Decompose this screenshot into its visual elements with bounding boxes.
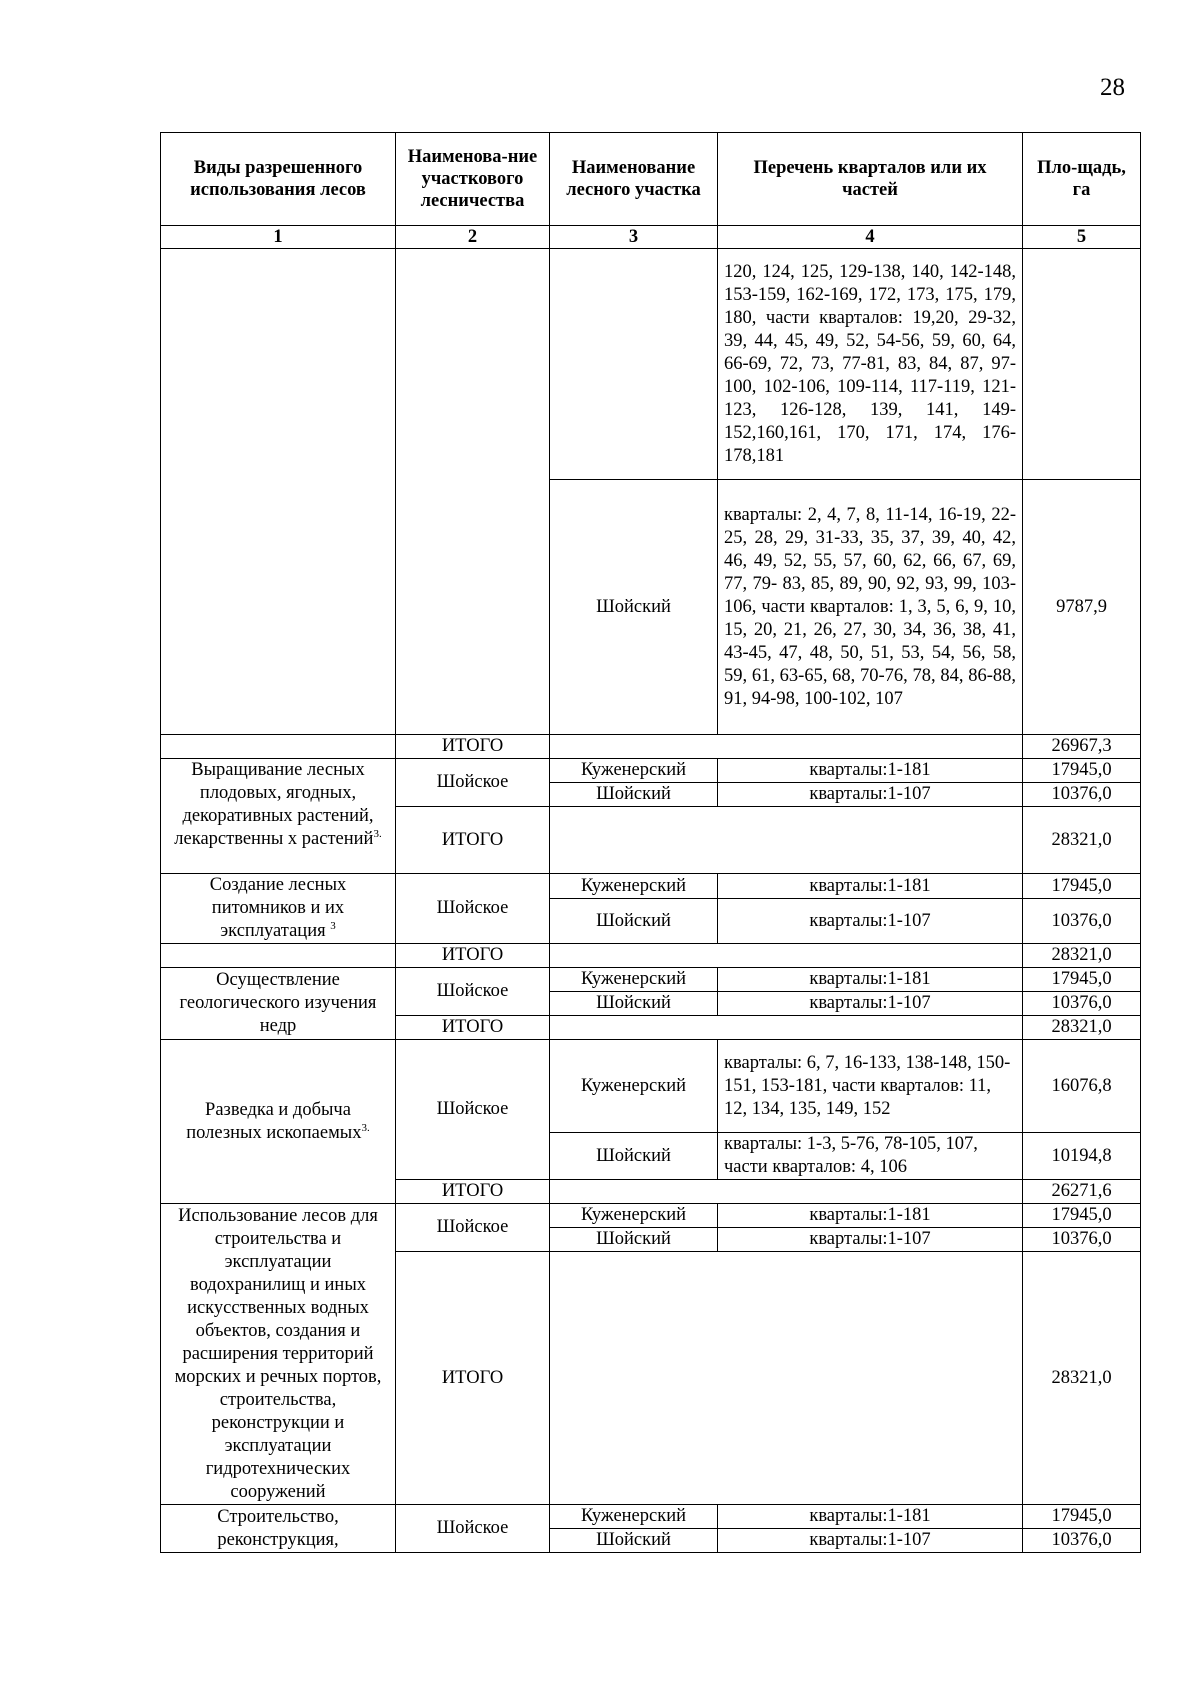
use-type: Создание лесных питомников и их эксплуатация $^3$	[161, 874, 396, 944]
empty-cell	[550, 807, 1023, 874]
quarters-list: кварталы: 6, 7, 16-133, 138-148, 150-151, 153-181, части кварталов: 11, 12, 134, 135, 149, 152	[718, 1040, 1023, 1133]
use-type: Осуществление геологического изучения недр	[161, 968, 396, 1040]
column-number: 5	[1023, 226, 1141, 249]
table-row	[161, 249, 1141, 480]
plot-name: Шойский	[550, 1529, 718, 1553]
column-number: 1	[161, 226, 396, 249]
quarters-list: кварталы:1-181	[718, 874, 1023, 899]
page-number: 28	[1100, 74, 1125, 101]
column-number: 4	[718, 226, 1023, 249]
total-row	[161, 735, 1141, 759]
quarters-list: кварталы: 1-3, 5-76, 78-105, 107, части кварталов: 4, 106	[718, 1133, 1023, 1180]
plot-name: Шойский	[550, 783, 718, 807]
quarters-list: кварталы:1-107	[718, 899, 1023, 944]
quarters-list: кварталы:1-181	[718, 968, 1023, 992]
use-type-cell	[161, 735, 396, 759]
area-value: 17945,0	[1023, 1505, 1141, 1529]
area-value: 10376,0	[1023, 1529, 1141, 1553]
column-number: 3	[550, 226, 718, 249]
empty-cell	[550, 735, 1023, 759]
area-value: 10376,0	[1023, 1228, 1141, 1252]
total-value: 26967,3	[1023, 735, 1141, 759]
forestry-name: Шойское	[396, 874, 550, 944]
area-value: 17945,0	[1023, 759, 1141, 783]
table-row	[161, 759, 1141, 783]
plot-cell	[550, 249, 718, 480]
table-row	[161, 1505, 1141, 1529]
forestry-name: Шойское	[396, 1204, 550, 1252]
table-row	[161, 1040, 1141, 1133]
plot-name: Куженерский	[550, 968, 718, 992]
total-label: ИТОГО	[396, 807, 550, 874]
plot-name: Шойский	[550, 1228, 718, 1252]
empty-cell	[718, 1180, 1023, 1204]
total-value: 28321,0	[1023, 944, 1141, 968]
forestry-name: Шойское	[396, 968, 550, 1016]
table-header-row	[161, 133, 1141, 226]
plot-name: Шойский	[550, 992, 718, 1016]
quarters-list: кварталы:1-107	[718, 783, 1023, 807]
area-value: 16076,8	[1023, 1040, 1141, 1133]
header-forestry: Наименова-ние участкового лесничества	[396, 133, 550, 226]
table-row	[161, 1204, 1141, 1228]
forestry-name: Шойское	[396, 759, 550, 807]
header-use-type: Виды разрешенного использования лесов	[161, 133, 396, 226]
header-plot: Наименование лесного участка	[550, 133, 718, 226]
use-type: Строительство, реконструкция,	[161, 1505, 396, 1553]
table-row	[161, 968, 1141, 992]
forestry-name: Шойское	[396, 1040, 550, 1180]
plot-name: Шойский	[550, 480, 718, 735]
column-number: 2	[396, 226, 550, 249]
total-value: 28321,0	[1023, 1016, 1141, 1040]
plot-name: Куженерский	[550, 1204, 718, 1228]
area-cell	[1023, 249, 1141, 480]
total-label: ИТОГО	[396, 1252, 550, 1505]
use-type-cell	[161, 249, 396, 735]
area-value: 17945,0	[1023, 874, 1141, 899]
total-label: ИТОГО	[396, 944, 550, 968]
total-value: 28321,0	[1023, 807, 1141, 874]
quarters-list: кварталы: 2, 4, 7, 8, 11-14, 16-19, 22-25, 28, 29, 31-33, 35, 37, 39, 40, 42, 46, 49, 52, 55, 57, 60, 62, 66, 67, 69, 77, 79- 83, 85, 89, 90, 92, 93, 99, 103-106, части кварталов: 1, 3, 5, 6, 9, 10, 15, 20, 21, 26, 27, 30, 34, 36, 38, 41, 43-45, 47, 48, 50, 51, 53, 54, 56, 58, 59, 61, 63-65, 68, 70-76, 78, 84, 86-88, 91, 94-98, 100-102, 107	[718, 480, 1023, 735]
use-type: Использование лесов для строительства и эксплуатации водохранилищ и иных искусственных водных объектов, создания и расширения территорий морских и речных портов, строительства, реконструкции и эксплуатации гидротехнических сооружений	[161, 1204, 396, 1505]
empty-cell	[550, 1016, 1023, 1040]
forestry-cell	[396, 249, 550, 735]
empty-cell	[550, 944, 1023, 968]
use-type: Выращивание лесных плодовых, ягодных, декоративных растений, лекарственны х растений$^{3.}$	[161, 759, 396, 874]
area-value: 10376,0	[1023, 992, 1141, 1016]
plot-name: Куженерский	[550, 759, 718, 783]
quarters-list: 120, 124, 125, 129-138, 140, 142-148, 153-159, 162-169, 172, 173, 175, 179, 180, части кварталов: 19,20, 29-32, 39, 44, 45, 49, 52, 54-56, 59, 60, 64, 66-69, 72, 73, 77-81, 83, 84, 87, 97-100, 102-106, 109-114, 117-119, 121-123, 126-128, 139, 141, 149-152,160,161, 170, 171, 174, 176-178,181	[718, 249, 1023, 480]
total-label: ИТОГО	[396, 1180, 550, 1204]
forestry-name: Шойское	[396, 1505, 550, 1553]
area-value: 10376,0	[1023, 899, 1141, 944]
quarters-list: кварталы:1-181	[718, 1505, 1023, 1529]
plot-name: Шойский	[550, 899, 718, 944]
use-type-cell	[161, 944, 396, 968]
table-row	[161, 874, 1141, 899]
quarters-list: кварталы:1-181	[718, 759, 1023, 783]
total-value: 26271,6	[1023, 1180, 1141, 1204]
area-value: 9787,9	[1023, 480, 1141, 735]
forest-use-table	[160, 132, 1141, 1553]
plot-name: Куженерский	[550, 874, 718, 899]
total-label: ИТОГО	[396, 735, 550, 759]
area-value: 17945,0	[1023, 968, 1141, 992]
area-value: 10194,8	[1023, 1133, 1141, 1180]
total-row	[161, 944, 1141, 968]
header-area: Пло-щадь, га	[1023, 133, 1141, 226]
quarters-list: кварталы:1-107	[718, 1228, 1023, 1252]
quarters-list: кварталы:1-181	[718, 1204, 1023, 1228]
plot-name: Шойский	[550, 1133, 718, 1180]
empty-cell	[550, 1180, 718, 1204]
area-value: 17945,0	[1023, 1204, 1141, 1228]
area-value: 10376,0	[1023, 783, 1141, 807]
empty-cell	[550, 1252, 1023, 1505]
quarters-list: кварталы:1-107	[718, 992, 1023, 1016]
total-value: 28321,0	[1023, 1252, 1141, 1505]
quarters-list: кварталы:1-107	[718, 1529, 1023, 1553]
plot-name: Куженерский	[550, 1505, 718, 1529]
use-type: Разведка и добыча полезных ископаемых$^{3.}$	[161, 1040, 396, 1204]
column-number-row	[161, 226, 1141, 249]
total-label: ИТОГО	[396, 1016, 550, 1040]
plot-name: Куженерский	[550, 1040, 718, 1133]
header-quarters: Перечень кварталов или их частей	[718, 133, 1023, 226]
